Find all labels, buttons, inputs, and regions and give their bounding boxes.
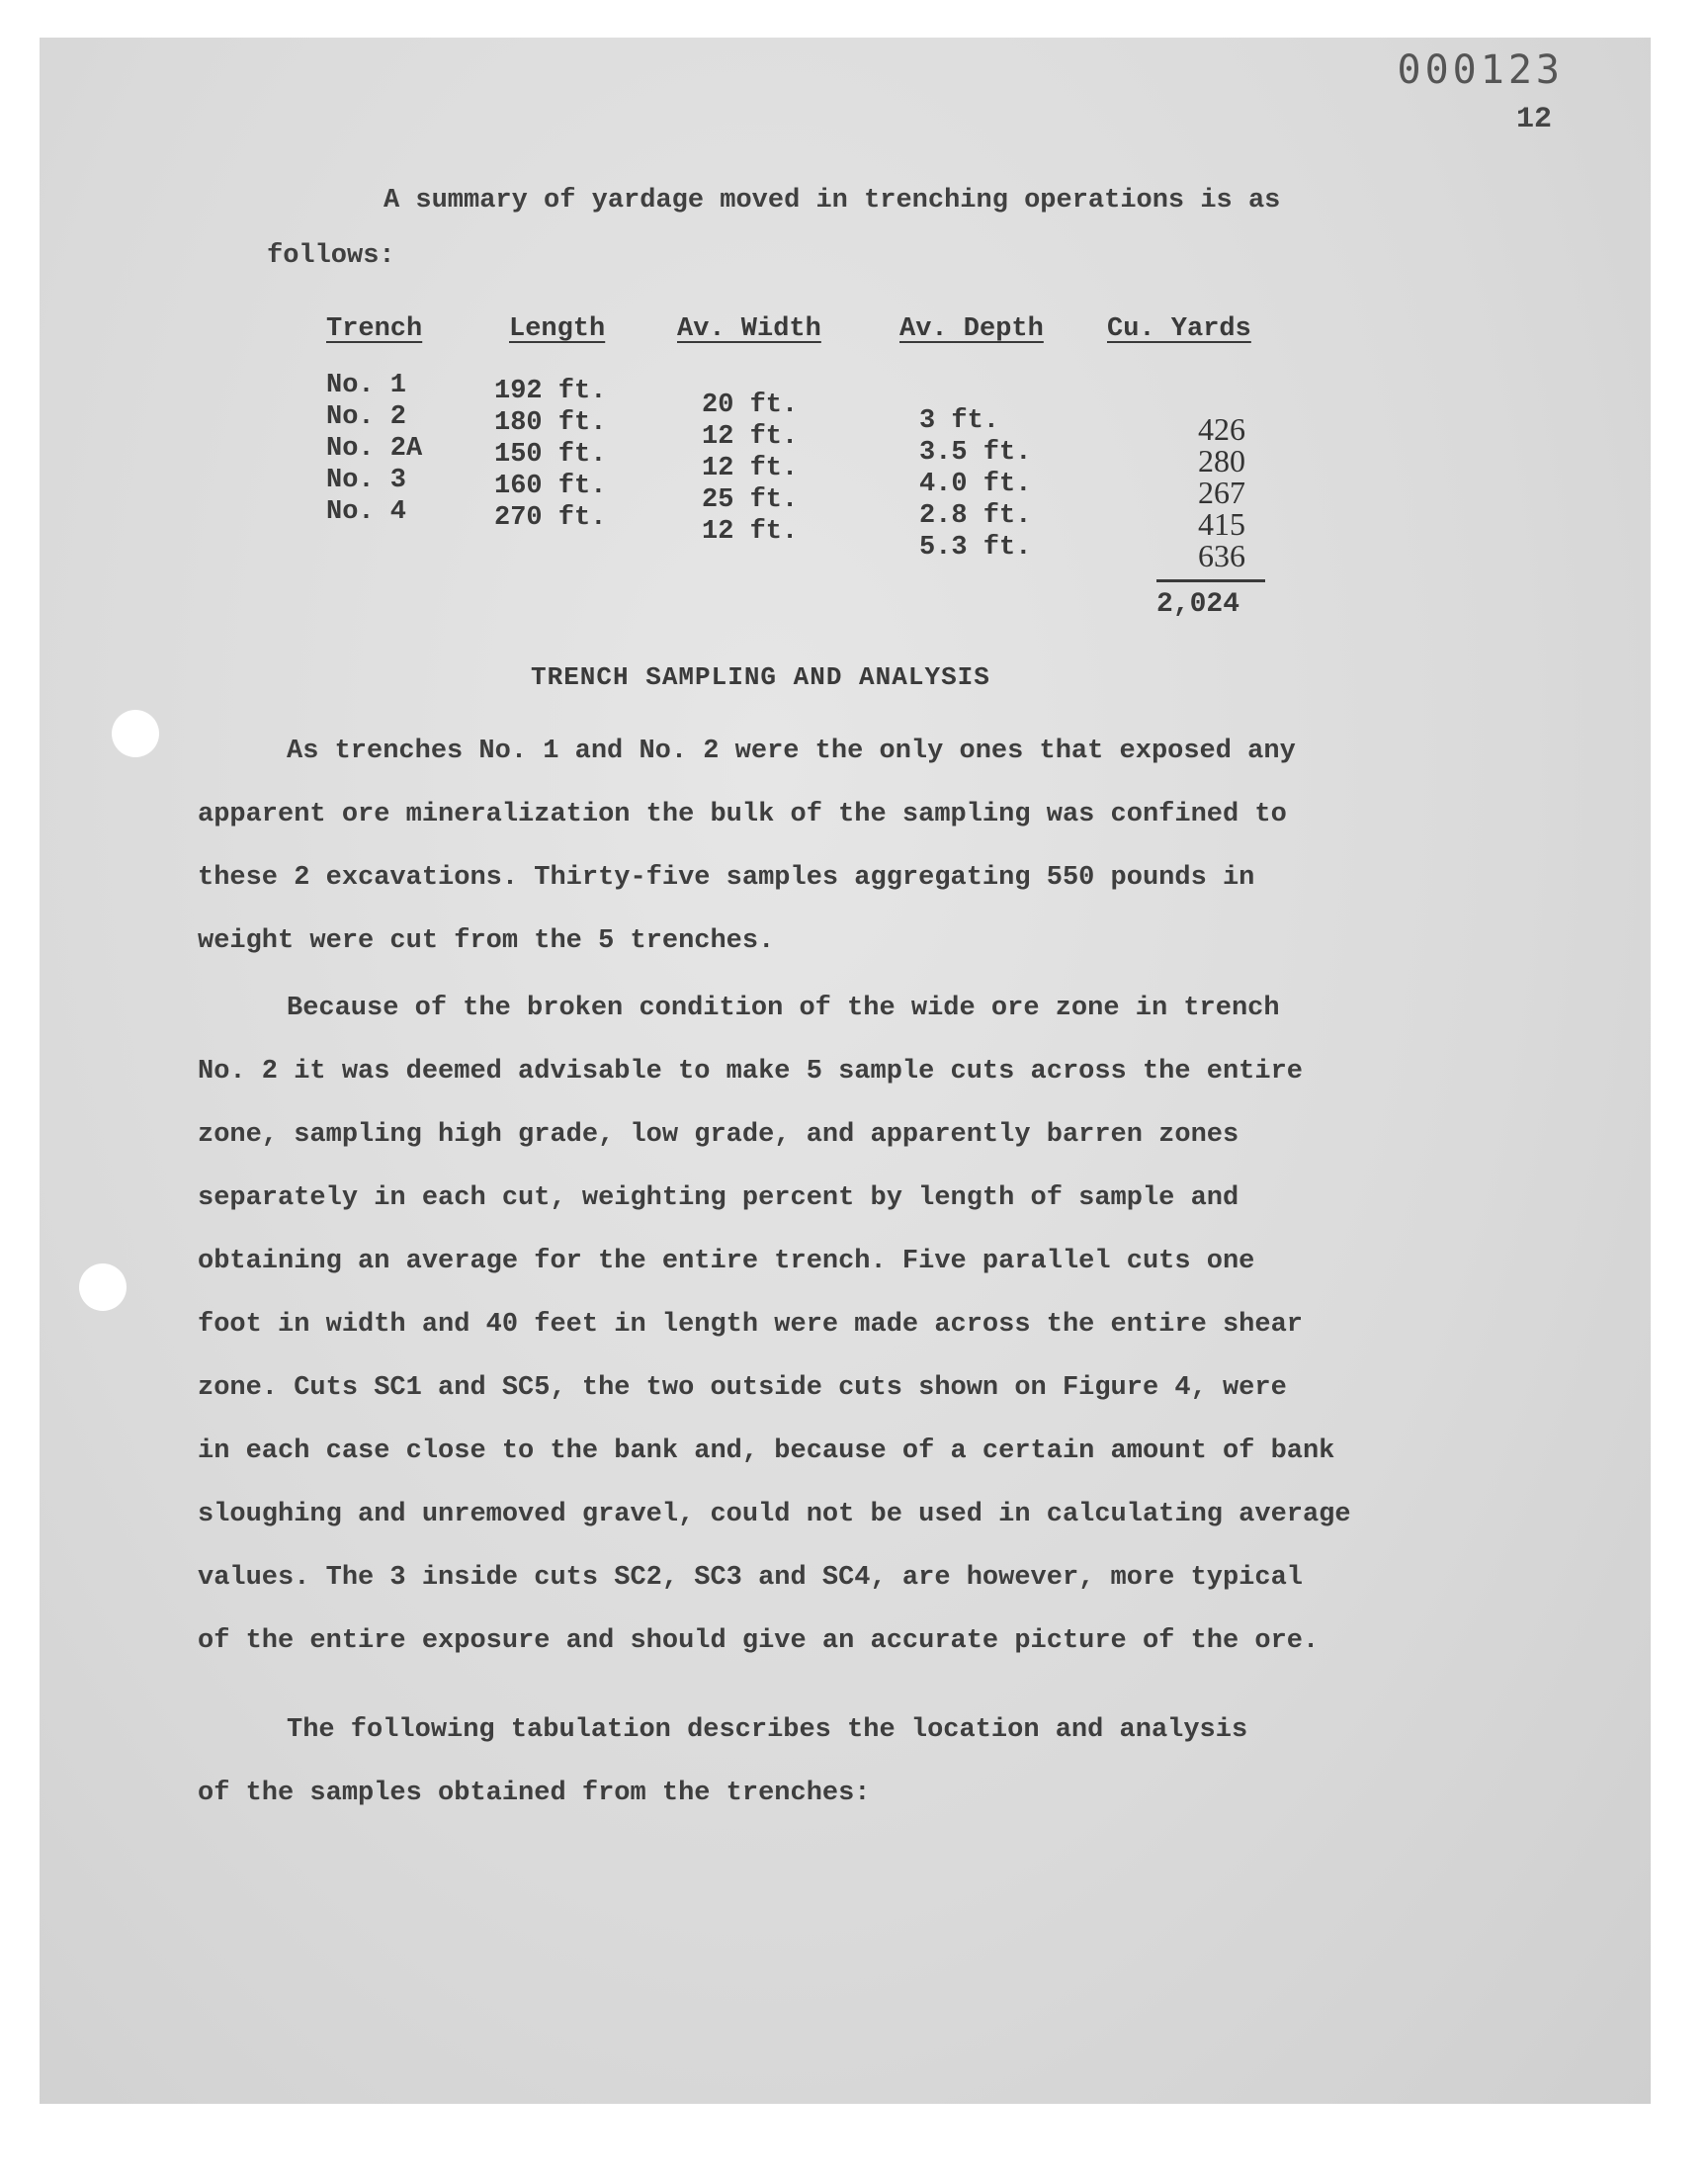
intro-line-2: follows: (267, 241, 395, 271)
header-length: Length (509, 314, 606, 344)
width-cell: 12 ft. (702, 454, 799, 483)
paragraph-line: of the samples obtained from the trenches: (198, 1779, 871, 1808)
header-trench: Trench (326, 314, 423, 344)
width-column (702, 390, 798, 548)
paragraph-line: of the entire exposure and should give an accurate picture of the ore. (198, 1626, 1320, 1656)
paragraph-line: values. The 3 inside cuts SC2, SC3 and SC4, are however, more typical (198, 1563, 1303, 1593)
header-cu-yards: Cu. Yards (1107, 314, 1251, 344)
length-column (494, 376, 606, 534)
paragraph-1 (198, 720, 1443, 973)
cu-yards-cell: 415 (1198, 506, 1245, 542)
paragraph-line: apparent ore mineralization the bulk of the sampling was confined to (198, 800, 1287, 829)
width-cell: 12 ft. (702, 422, 799, 452)
paragraph-line: foot in width and 40 feet in length were made across the entire shear (198, 1310, 1303, 1340)
depth-cell: 2.8 ft. (919, 501, 1032, 531)
trench-cell: No. 3 (326, 466, 407, 495)
paragraph-2 (198, 977, 1443, 1673)
punch-hole-bottom (79, 1263, 127, 1311)
document-page (40, 38, 1651, 2104)
trench-cell: No. 1 (326, 371, 407, 400)
paragraph-3 (198, 1698, 1443, 1825)
header-width: Av. Width (677, 314, 821, 344)
trench-cell: No. 2A (326, 434, 423, 464)
paragraph-line: sloughing and unremoved gravel, could not be used in calculating average (198, 1500, 1351, 1529)
paragraph-line: in each case close to the bank and, because of a certain amount of bank (198, 1436, 1335, 1466)
cu-yards-cell: 636 (1198, 538, 1245, 573)
width-cell: 12 ft. (702, 517, 799, 547)
cu-yards-cell: 280 (1198, 443, 1245, 478)
page-number: 12 (1515, 103, 1552, 136)
paragraph-line: zone. Cuts SC1 and SC5, the two outside cuts shown on Figure 4, were (198, 1373, 1287, 1403)
intro-line-1: A summary of yardage moved in trenching operations is as (384, 186, 1281, 216)
header-depth: Av. Depth (899, 314, 1044, 344)
document-stamp-number: 000123 (1397, 47, 1564, 93)
paragraph-line: No. 2 it was deemed advisable to make 5 sample cuts across the entire (198, 1057, 1303, 1087)
section-heading: TRENCH SAMPLING AND ANALYSIS (531, 662, 990, 692)
paragraph-line: zone, sampling high grade, low grade, and apparently barren zones (198, 1120, 1239, 1150)
depth-cell: 5.3 ft. (919, 533, 1032, 563)
paragraph-line: obtaining an average for the entire trench. Five parallel cuts one (198, 1247, 1255, 1276)
length-cell: 270 ft. (494, 503, 607, 533)
width-cell: 25 ft. (702, 485, 799, 515)
total-cu-yards: 2,024 (1156, 589, 1240, 620)
paragraph-line: weight were cut from the 5 trenches. (198, 926, 775, 956)
trench-cell: No. 4 (326, 497, 407, 527)
length-cell: 180 ft. (494, 408, 607, 438)
paragraph-line: Because of the broken condition of the wide ore zone in trench (287, 994, 1280, 1023)
paragraph-line: The following tabulation describes the location and analysis (287, 1715, 1248, 1745)
yardage-table (326, 314, 1315, 670)
cu-yards-cell: 267 (1198, 475, 1245, 510)
trench-cell: No. 2 (326, 402, 407, 432)
paragraph-line: As trenches No. 1 and No. 2 were the only ones that exposed any (287, 737, 1296, 766)
depth-cell: 4.0 ft. (919, 470, 1032, 499)
depth-cell: 3.5 ft. (919, 438, 1032, 468)
paragraph-line: these 2 excavations. Thirty-five samples aggregating 550 pounds in (198, 863, 1255, 893)
depth-cell: 3 ft. (919, 406, 1000, 436)
cu-yards-column (1166, 413, 1245, 571)
punch-hole-top (112, 710, 159, 757)
trench-column (326, 370, 422, 528)
paragraph-line: separately in each cut, weighting percent by length of sample and (198, 1183, 1239, 1213)
length-cell: 160 ft. (494, 472, 607, 501)
length-cell: 192 ft. (494, 377, 607, 406)
total-rule (1156, 579, 1265, 582)
length-cell: 150 ft. (494, 440, 607, 470)
cu-yards-cell: 426 (1198, 411, 1245, 447)
depth-column (919, 405, 1031, 564)
width-cell: 20 ft. (702, 391, 799, 420)
